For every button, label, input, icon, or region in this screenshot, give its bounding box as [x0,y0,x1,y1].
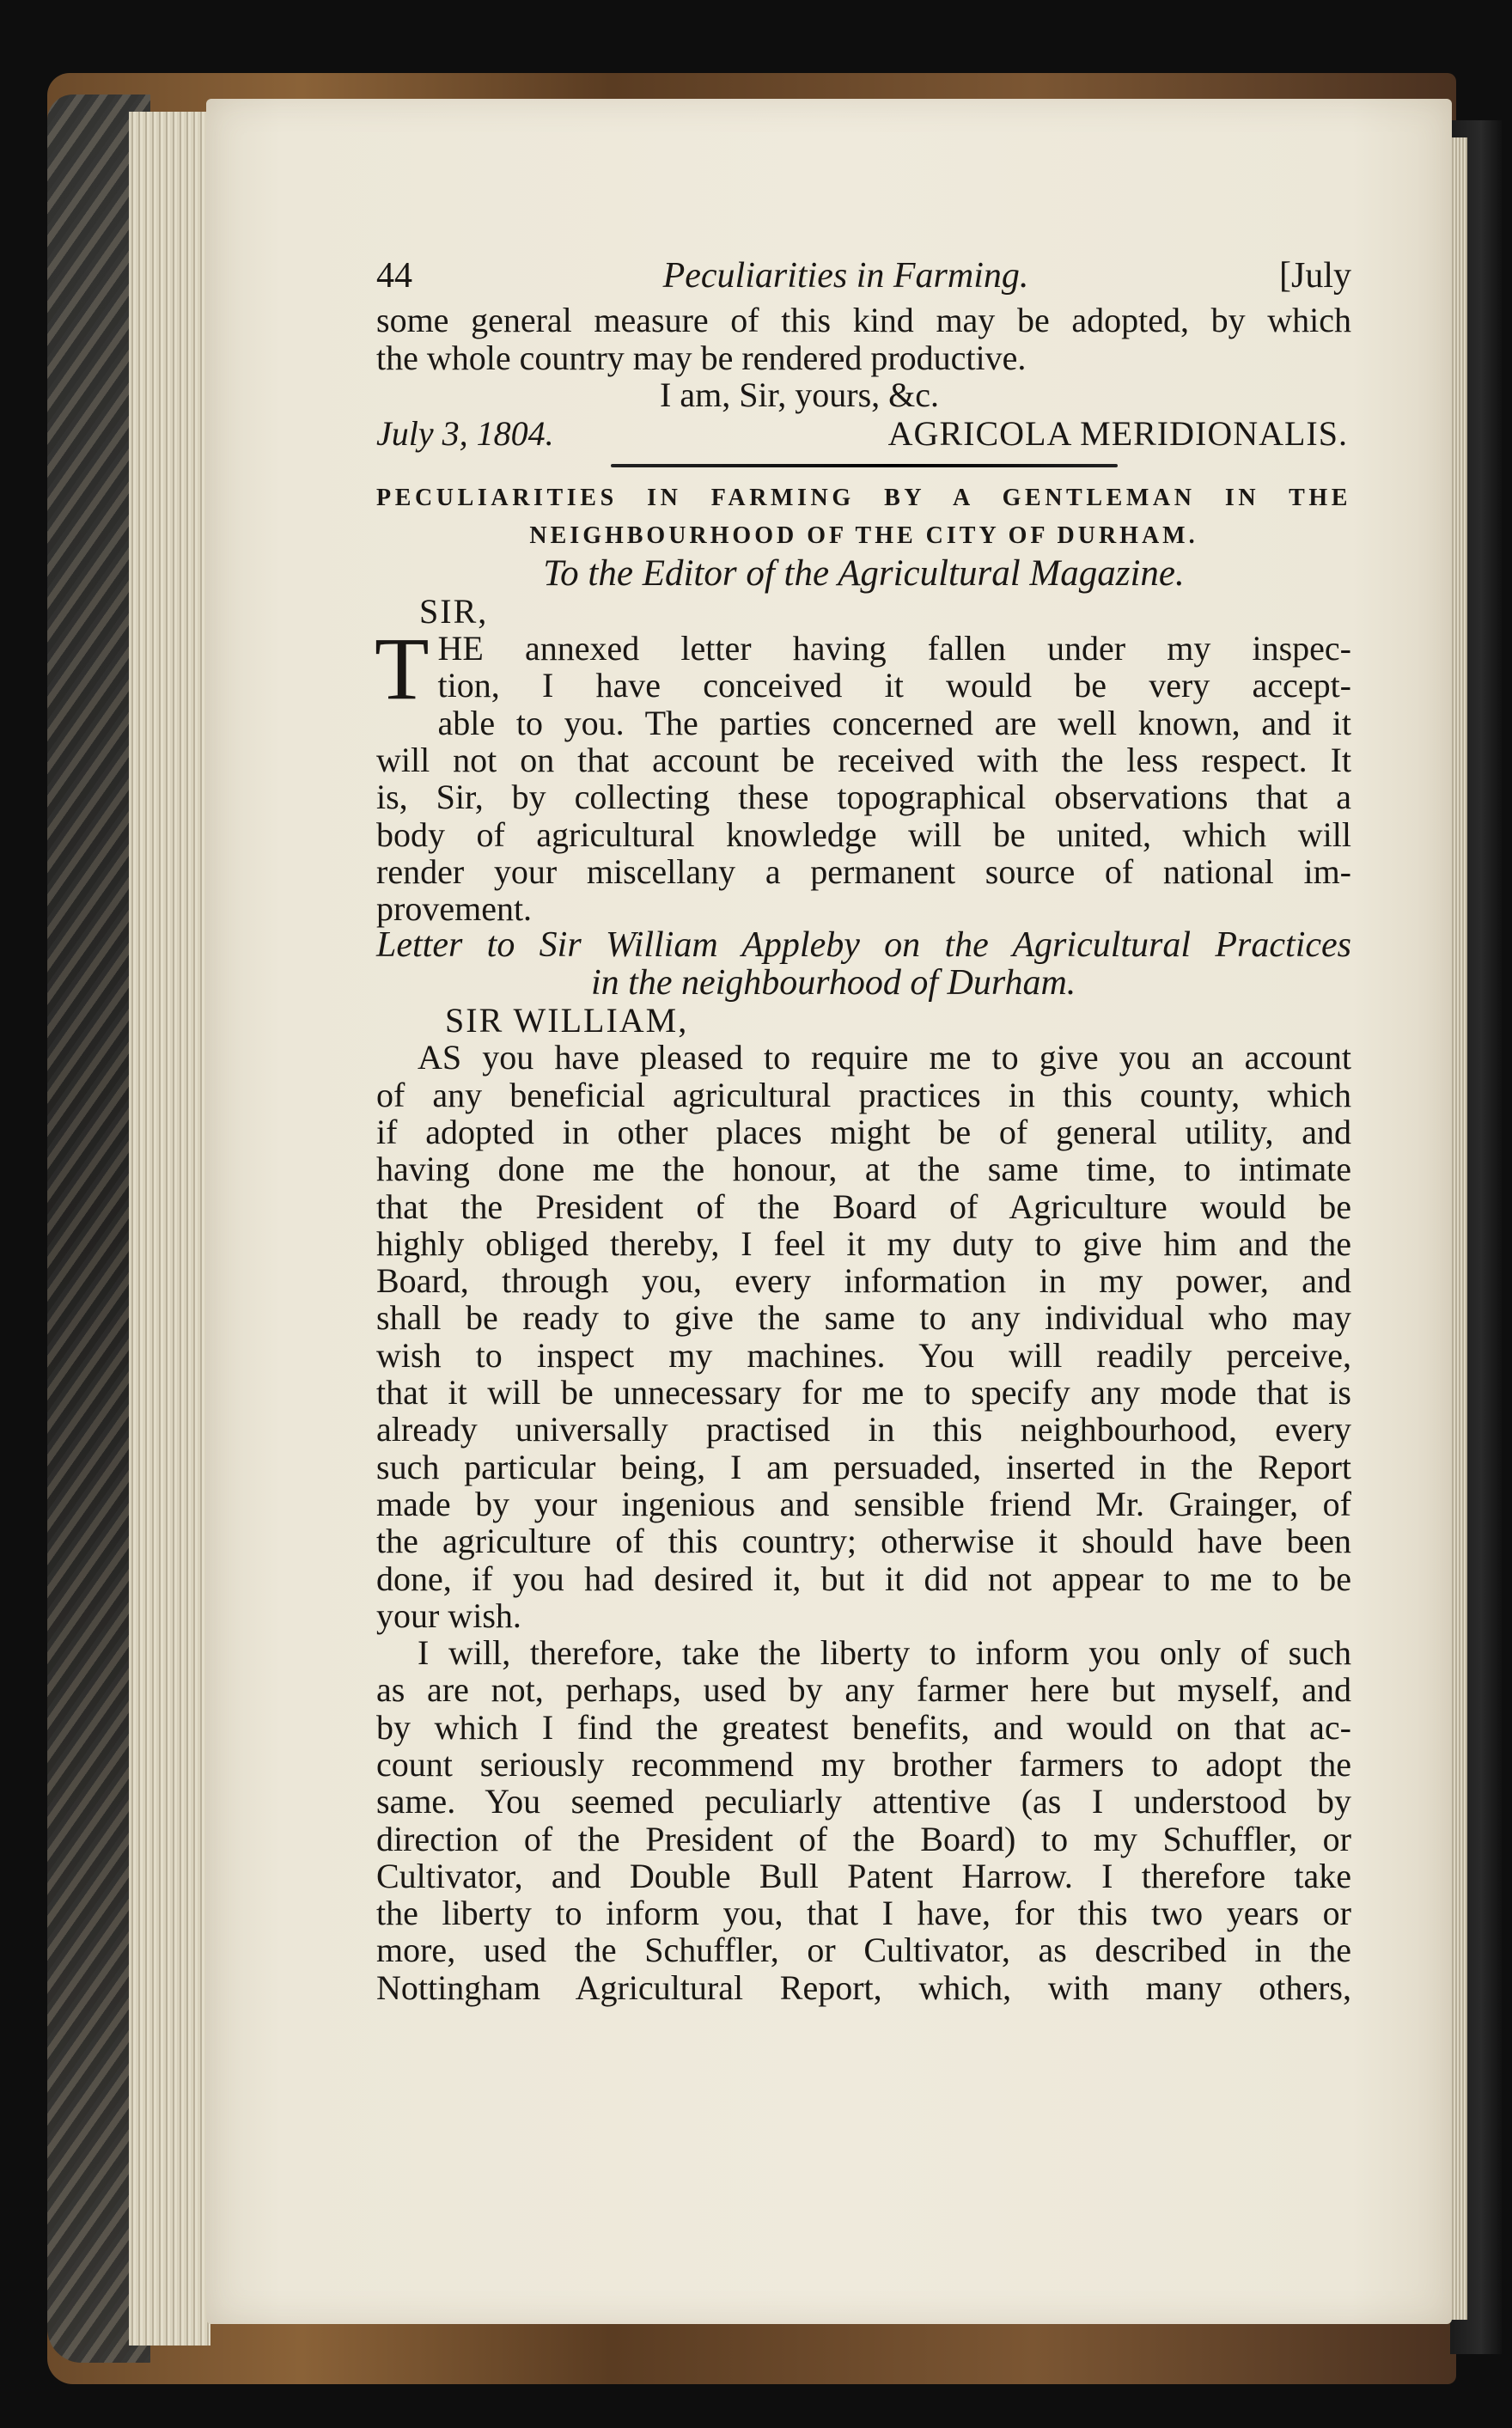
section-rule [611,464,1118,467]
text-line: wish to inspect my machines. You will readily perceive, [376,1335,1351,1375]
text-line: the whole country may be rendered productive. [376,338,1027,377]
text-line: provement. [376,889,533,929]
paragraph-1 [376,1039,1351,1634]
text-line: able to you. The parties concerned are well known, and it [437,703,1351,742]
drop-cap: T [375,619,430,719]
running-title: Peculiarities in Farming. [662,256,1029,296]
text-line: Cultivator, and Double Bull Patent Harrow. I therefore take [376,1856,1351,1895]
text-line: shall be ready to give the same to any individual who may [376,1298,1351,1338]
page-edges-right [1450,137,1467,2320]
text-line: will not on that account be received with the less respect. It [376,740,1351,779]
running-date: [July [1278,256,1351,296]
text-line: the agriculture of this country; otherwise it should have been [376,1522,1351,1561]
article [376,479,1351,2006]
page-text [376,258,1351,2006]
page-edges-left [129,112,210,2346]
signature: AGRICOLA MERIDIONALIS. [887,414,1348,454]
article-heading: PECULIARITIES IN FARMING BY A GENTLEMAN IN THE [376,485,1351,512]
to-editor-line: To the Editor of the Agricultural Magazine. [543,553,1185,595]
page-number: 44 [376,256,412,296]
text-line: as are not, perhaps, used by any farmer here but myself, and [376,1670,1351,1710]
text-line: body of agricultural knowledge will be united, which will [376,814,1351,854]
text-line: I will, therefore, take the liberty to inform you only of such [418,1633,1351,1673]
letter-title-cont: in the neighbourhood of Durham. [591,962,1076,1003]
text-line: if adopted in other places might be of general utility, and [376,1112,1351,1151]
text-line: more, used the Schuffler, or Cultivator, as described in the [376,1931,1351,1970]
text-line: highly obliged thereby, I feel it my duty to give him and the [376,1223,1351,1263]
letter-title: Letter to Sir William Appleby on the Agricultural Practices [376,925,1351,966]
text-line: AS you have pleased to require me to give you an account [418,1038,1351,1077]
intro-paragraph [375,619,1351,929]
text-line: Nottingham Agricultural Report, which, with many others, [376,1967,1351,2007]
text-line: that the President of the Board of Agriculture would be [376,1187,1351,1226]
previous-letter-ending [376,302,1351,452]
text-line: already universally practised in this neighbourhood, every [376,1410,1351,1449]
text-line: direction of the President of the Board) to my Schuffler, or [376,1819,1351,1858]
text-line: that it will be unnecessary for me to specify any mode that is [376,1373,1351,1412]
text-line: tion, I have conceived it would be very accept- [437,666,1351,705]
text-line: your wish. [376,1595,521,1635]
text-line: render your miscellany a permanent source of national im- [376,851,1351,891]
letter-salutation: SIR WILLIAM, [445,1001,689,1040]
paragraph-2 [376,1634,1351,2006]
text-line: count seriously recommend my brother farmers to adopt the [376,1744,1351,1784]
text-line: such particular being, I am persuaded, inserted in the Report [376,1447,1351,1486]
text-line: made by your ingenious and sensible friend Mr. Grainger, of [376,1484,1351,1523]
closing: I am, Sir, yours, &c. [660,375,940,414]
text-line: the liberty to inform you, that I have, for this two years or [376,1894,1351,1933]
text-line: having done me the honour, at the same time, to intimate [376,1150,1351,1189]
text-line: of any beneficial agricultural practices in this county, which [376,1075,1351,1114]
salutation: SIR, [419,591,489,631]
text-line: some general measure of this kind may be adopted, by which [376,301,1351,340]
text-line: Board, through you, every information in my power, and [376,1261,1351,1301]
text-line: done, if you had desired it, but it did not appear to me to be [376,1559,1351,1598]
letter-date: July 3, 1804. [376,414,554,454]
text-line: is, Sir, by collecting these topographical observations that a [376,778,1351,817]
text-line: same. You seemed peculiarly attentive (as I understood by [376,1782,1351,1821]
running-header [376,258,1351,295]
article-heading-cont: NEIGHBOURHOOD OF THE CITY OF DURHAM. [529,522,1198,550]
date-signature-line [376,415,1351,452]
text-line: HE annexed letter having fallen under my inspec- [437,629,1351,668]
text-line: by which I find the greatest benefits, and would on that ac- [376,1707,1351,1747]
